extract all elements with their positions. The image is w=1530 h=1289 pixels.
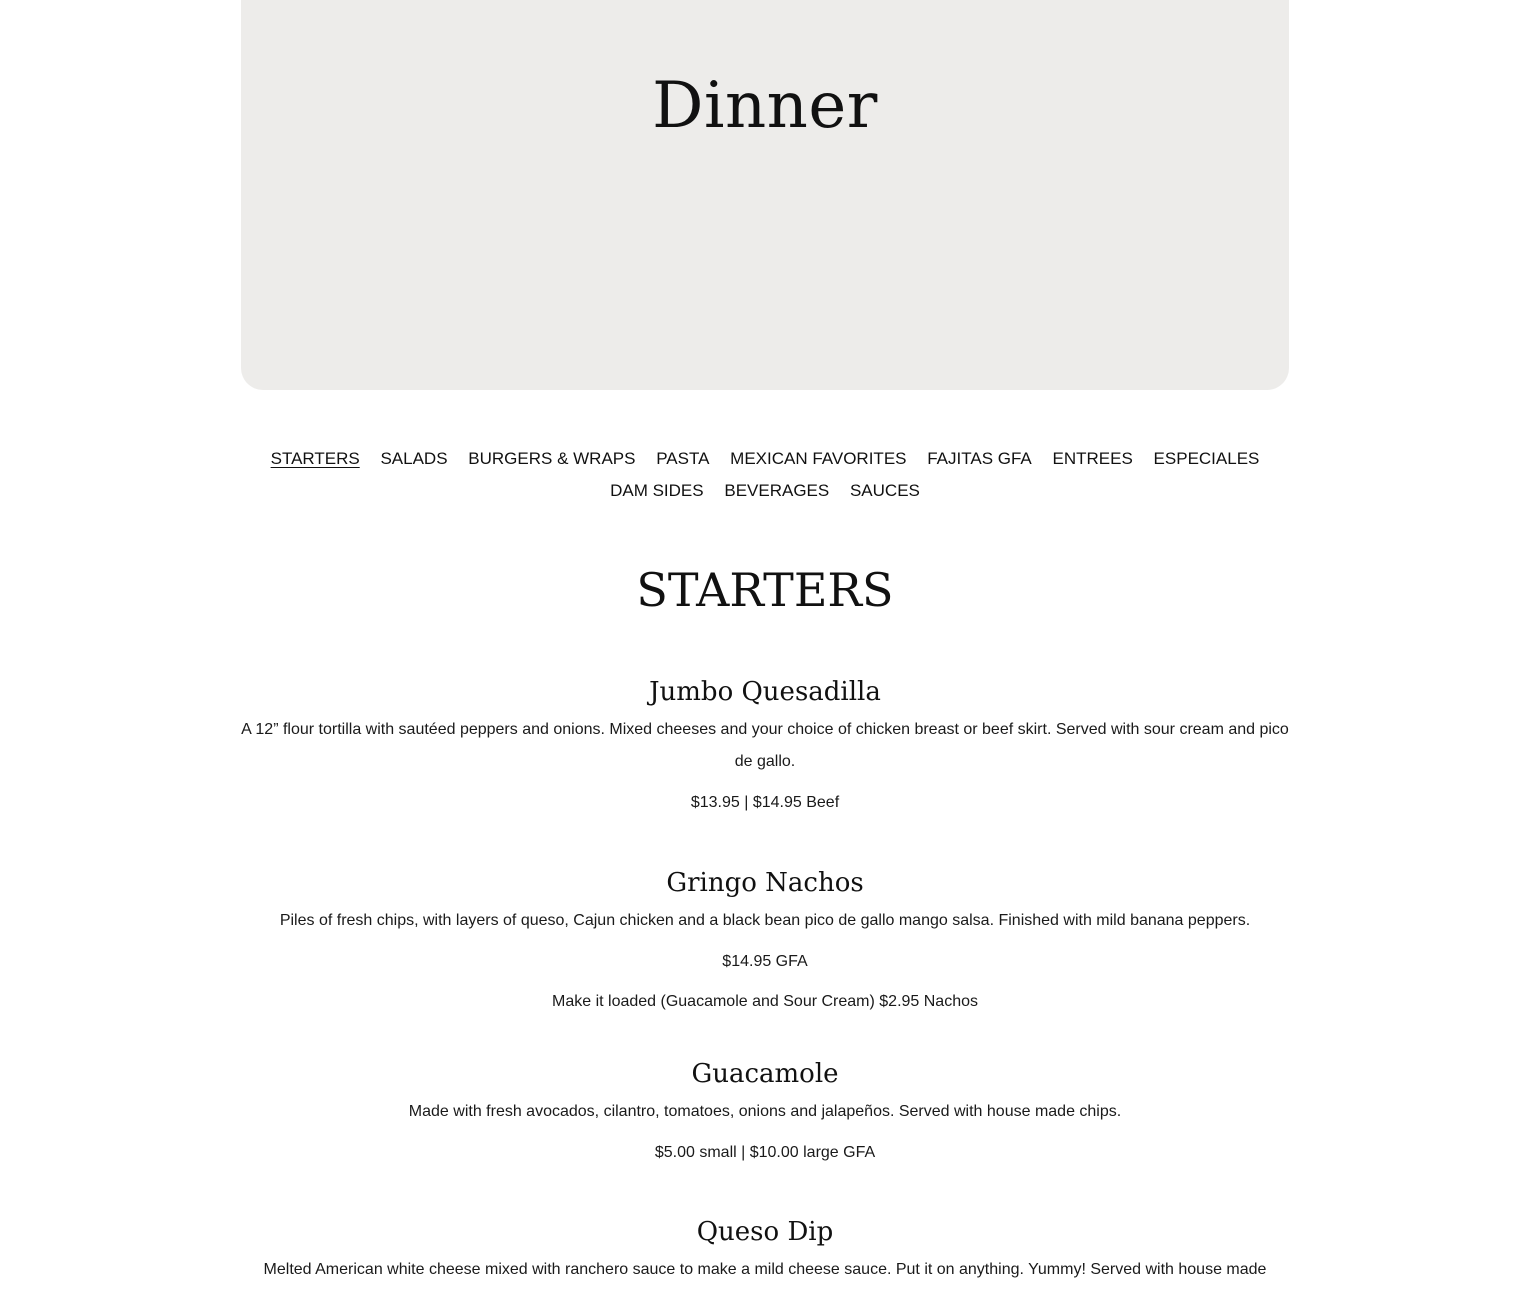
nav-link-especiales[interactable]: ESPECIALES <box>1153 449 1260 468</box>
page-title: Dinner <box>652 69 878 143</box>
menu-item <box>241 674 1289 819</box>
menu-item-price: $13.95 | $14.95 Beef <box>690 794 840 811</box>
menu-item-name: Guacamole <box>691 1059 839 1089</box>
menu-item <box>241 865 1289 1018</box>
menu-item-description: Piles of fresh chips, with layers of queso, Cajun chicken and a black bean pico de gallo mango salsa. Finished with mild banana peppers. <box>279 912 1251 929</box>
menu-item-addon: Make it loaded (Guacamole and Sour Cream) $2.95 Nachos <box>552 993 978 1010</box>
menu-item-description: Made with fresh avocados, cilantro, tomatoes, onions and jalapeños. Served with house made chips. <box>408 1103 1122 1120</box>
menu-item-name: Gringo Nachos <box>666 868 864 898</box>
menu-item-description: Melted American white cheese mixed with ranchero sauce to make a mild cheese sauce. Put it on anything. Yummy! Served with house made <box>263 1261 1267 1278</box>
nav-link-dam-sides[interactable]: DAM SIDES <box>610 481 704 500</box>
nav-link-fajitas[interactable]: FAJITAS GFA <box>927 449 1032 468</box>
nav-link-salads[interactable]: SALADS <box>380 449 448 468</box>
section-title: STARTERS <box>636 563 894 617</box>
menu-item-price: $14.95 GFA <box>722 953 808 970</box>
nav-link-pasta[interactable]: PASTA <box>656 449 710 468</box>
menu-item <box>241 1214 1289 1286</box>
menu-item <box>241 1056 1289 1169</box>
menu-item-name: Jumbo Quesadilla <box>649 677 881 707</box>
starters-section <box>241 560 1289 1278</box>
category-nav <box>241 443 1289 507</box>
nav-link-entrees[interactable]: ENTREES <box>1052 449 1133 468</box>
nav-link-mexican-favorites[interactable]: MEXICAN FAVORITES <box>730 449 907 468</box>
menu-item-description: A 12” flour tortilla with sautéed peppers and onions. Mixed cheeses and your choice of chicken breast or beef skirt. Served with sour cream and pico de gallo. <box>241 721 1289 770</box>
nav-link-starters[interactable]: STARTERS <box>270 449 360 468</box>
hero-banner <box>241 0 1289 390</box>
nav-link-beverages[interactable]: BEVERAGES <box>724 481 830 500</box>
menu-item-price: $5.00 small | $10.00 large GFA <box>654 1144 876 1161</box>
nav-link-burgers-wraps[interactable]: BURGERS & WRAPS <box>468 449 636 468</box>
nav-link-sauces[interactable]: SAUCES <box>849 481 920 500</box>
menu-item-name: Queso Dip <box>696 1217 834 1247</box>
